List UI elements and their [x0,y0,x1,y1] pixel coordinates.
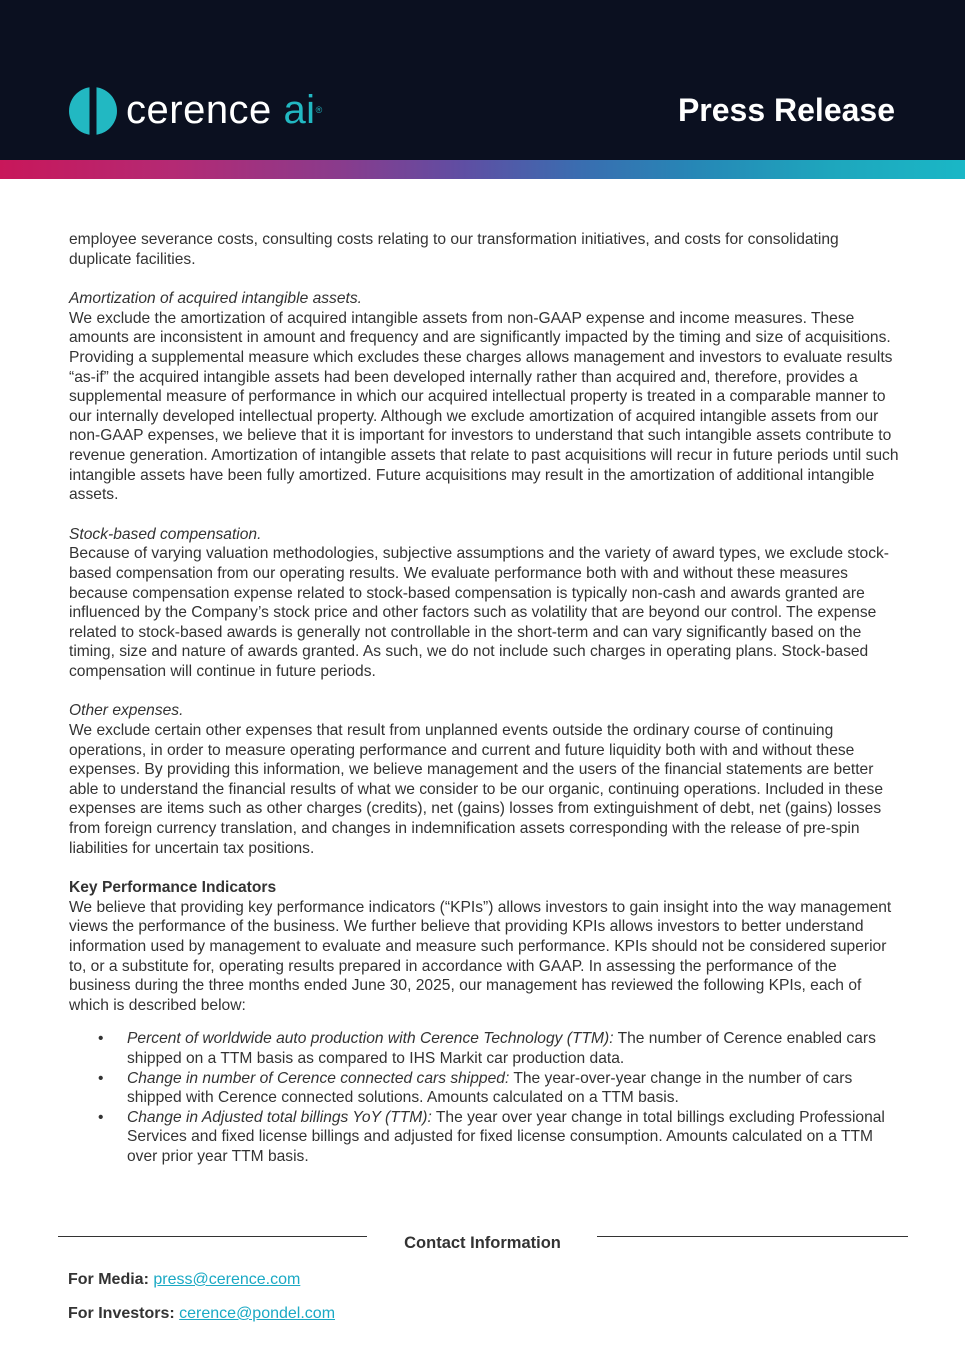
stock-compensation-paragraph: Because of varying valuation methodologies, subjective assumptions and the variety of award types, we exclude stock-based compensation from our operating results. We evaluate performance both with and without these measures because compensation expense related to stock-based compensation is typically non-cash and awards granted are influenced by the Company’s stock price and other factors such as volatility that are beyond our control. The expense related to stock-based awards is generally not controllable in the short-term and can vary significantly based on the timing, size and nature of awards granted. As such, we do not include such charges in operating plans. Stock-based compensation will continue in future periods. [69,545,889,680]
contact-divider-right [597,1236,908,1237]
cerence-logo [68,86,358,136]
kpi-list-item [127,1069,899,1108]
investors-contact-label: For Investors: [68,1305,175,1322]
document-body [69,230,899,1167]
kpi-description: The year-over-year change in the number of cars shipped with Cerence connected solutions. Amounts calculated on a TTM basis. [127,1069,853,1107]
contact-information-title: Contact Information [404,1234,561,1252]
kpi-term: Change in Adjusted total billings YoY (TTM): [127,1108,432,1126]
media-email-link[interactable]: press@cerence.com [153,1271,301,1288]
logo-wordmark [126,86,323,134]
page-header [0,0,965,160]
media-contact [68,1271,300,1289]
investors-email-link[interactable]: cerence@pondel.com [179,1305,336,1322]
kpi-term: Change in number of Cerence connected cars shipped: [127,1069,510,1087]
kpi-list-item [127,1029,899,1068]
investors-contact [68,1305,335,1323]
cerence-logo-icon [68,86,118,136]
stock-compensation-heading: Stock-based compensation. [69,525,262,543]
intro-paragraph: employee severance costs, consulting costs relating to our transformation initiatives, and costs for consolidating duplicate facilities. [69,231,839,268]
other-expenses-heading: Other expenses. [69,702,184,720]
kpi-list [69,1029,899,1166]
kpi-paragraph: We believe that providing key performance indicators (“KPIs”) allows investors to gain insight into the way management views the performance of the business. We further believe that providing KPIs allows investors to better understand information used by management to evaluate and measure such performance. KPIs should not be considered superior to, or a substitute for, operating results prepared in accordance with GAAP. In assessing the performance of the business during the three months ended June 30, 2025, our management has reviewed the following KPIs, each of which is described below: [69,898,892,1014]
kpi-term: Percent of worldwide auto production with Cerence Technology (TTM): [127,1030,614,1048]
press-release-title: Press Release [677,92,895,128]
kpi-description: The number of Cerence enabled cars shipped on a TTM basis as compared to IHS Markit car production data. [127,1030,876,1067]
kpi-list-item [127,1108,899,1167]
contact-divider-left [58,1236,367,1237]
other-expenses-paragraph: We exclude certain other expenses that result from unplanned events outside the ordinary course of continuing operations, in order to measure operating performance and current and future liquidity both with and without these expenses. By providing this information, we believe management and the users of the financial statements are better able to understand the financial results of what we consider to be our organic, continuing operations. Included in these expenses are items such as other charges (credits), net (gains) losses from extinguishment of debt, net (gains) losses from foreign currency translation, and changes in indemnification assets corresponding with the release of pre-spin liabilities for uncertain tax positions. [69,722,883,857]
amortization-paragraph: We exclude the amortization of acquired intangible assets from non-GAAP expense and income measures. These amounts are inconsistent in amount and frequency and are significantly impacted by the timing and size of acquisitions. Providing a supplemental measure which excludes these charges allows management and investors to evaluate results “as-if” the acquired intangible assets had been developed internally rather than acquired and, therefore, provides a supplemental measure of performance in which our acquired intellectual property is treated in a comparable manner to our internally developed intellectual property. Although we exclude amortization of acquired intangible assets from our non-GAAP expenses, we believe that it is important for investors to understand that such intangible assets contribute to revenue generation. Amortization of intangible assets that relate to past acquisitions will recur in future periods until such intangible assets have been fully amortized. Future acquisitions may result in the amortization of additional intangible assets. [69,309,899,504]
logo-text-ai: ai [283,88,316,132]
color-stripe [0,160,965,179]
kpi-heading: Key Performance Indicators [69,879,277,897]
amortization-heading: Amortization of acquired intangible assets. [69,290,362,308]
logo-registered-mark: ® [315,105,323,115]
media-contact-label: For Media: [68,1271,149,1288]
kpi-description: The year over year change in total billings excluding Professional Services and fixed license billings and adjusted for fixed license consumption. Amounts calculated on a TTM over prior year TTM basis. [127,1108,885,1165]
logo-text-cerence: cerence [126,88,272,132]
